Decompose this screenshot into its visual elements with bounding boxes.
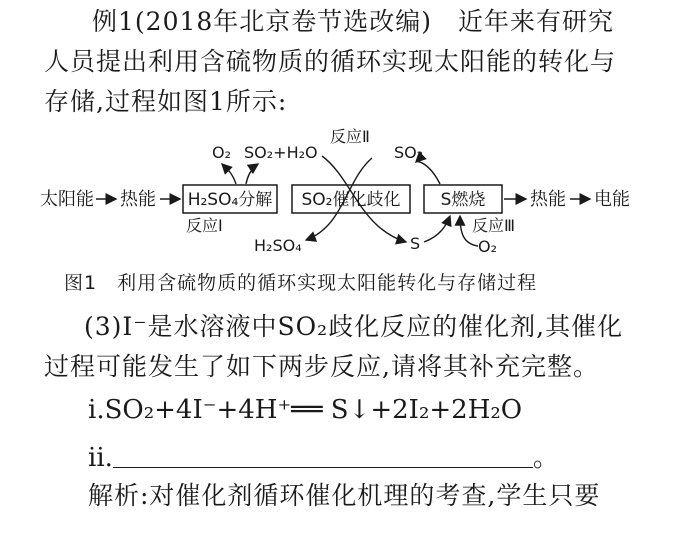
s-product-label: S [410, 234, 421, 253]
heat-out-label: 热能 [530, 189, 566, 210]
electric-energy-label: 电能 [594, 189, 630, 210]
intro-line-1: 例1(2018年北京卷节选改编) 近年来有研究 [92, 7, 615, 36]
step-ii-line [88, 437, 559, 474]
caption-text: 利用含硫物质的循环实现太阳能转化与存储过程 [117, 272, 538, 294]
caption-label: 图1 [64, 272, 98, 294]
reaction-3-label: 反应Ⅲ [472, 216, 516, 235]
box1-label: H₂SO₄分解 [187, 190, 273, 210]
box2-label: SO₂催化歧化 [301, 190, 401, 210]
reaction-1-label: 反应Ⅰ [186, 216, 223, 235]
o2-bottom-label: O₂ [478, 237, 498, 256]
so2-h2o-label: SO₂+H₂O [244, 143, 318, 162]
intro-paragraph [44, 2, 674, 122]
curve-box3-to-so2 [416, 162, 440, 184]
so2-right-label: SO₂ [394, 143, 424, 162]
answer-blank[interactable] [113, 445, 533, 468]
sulfur-cycle-diagram [0, 118, 700, 263]
box3-label: S燃烧 [440, 190, 486, 210]
step-ii-end: 。 [532, 443, 559, 473]
intro-line-2: 人员提出利用含硫物质的循环实现太阳能的转化与 [44, 47, 617, 76]
solar-energy-label: 太阳能 [40, 189, 94, 210]
arrow-box1-o2 [222, 164, 236, 184]
curve-s-to-box3 [424, 216, 450, 242]
analysis-line: 解析:对催化剂循环催化机理的考查,学生只要 [88, 481, 601, 510]
h2so4-label: H₂SO₄ [254, 236, 302, 255]
o2-top-label: O₂ [212, 143, 232, 162]
question-line-2: 过程可能发生了如下两步反应,请将其补充完整。 [44, 352, 599, 381]
step-ii-label: ii. [88, 443, 113, 473]
intro-line-3: 存储,过程如图1所示: [44, 87, 288, 116]
question-line-1: (3)I⁻是水溶液中SO₂歧化反应的催化剂,其催化 [84, 312, 624, 341]
heat-in-label: 热能 [120, 189, 156, 210]
arrow-box1-so2h2o [246, 164, 258, 184]
reaction-2-label: 反应Ⅱ [330, 127, 370, 146]
step-i-equation: i.SO₂+4I⁻+4H⁺══ S↓+2I₂+2H₂O [88, 395, 523, 425]
question-paragraph [44, 307, 674, 387]
figure-caption [64, 268, 537, 295]
